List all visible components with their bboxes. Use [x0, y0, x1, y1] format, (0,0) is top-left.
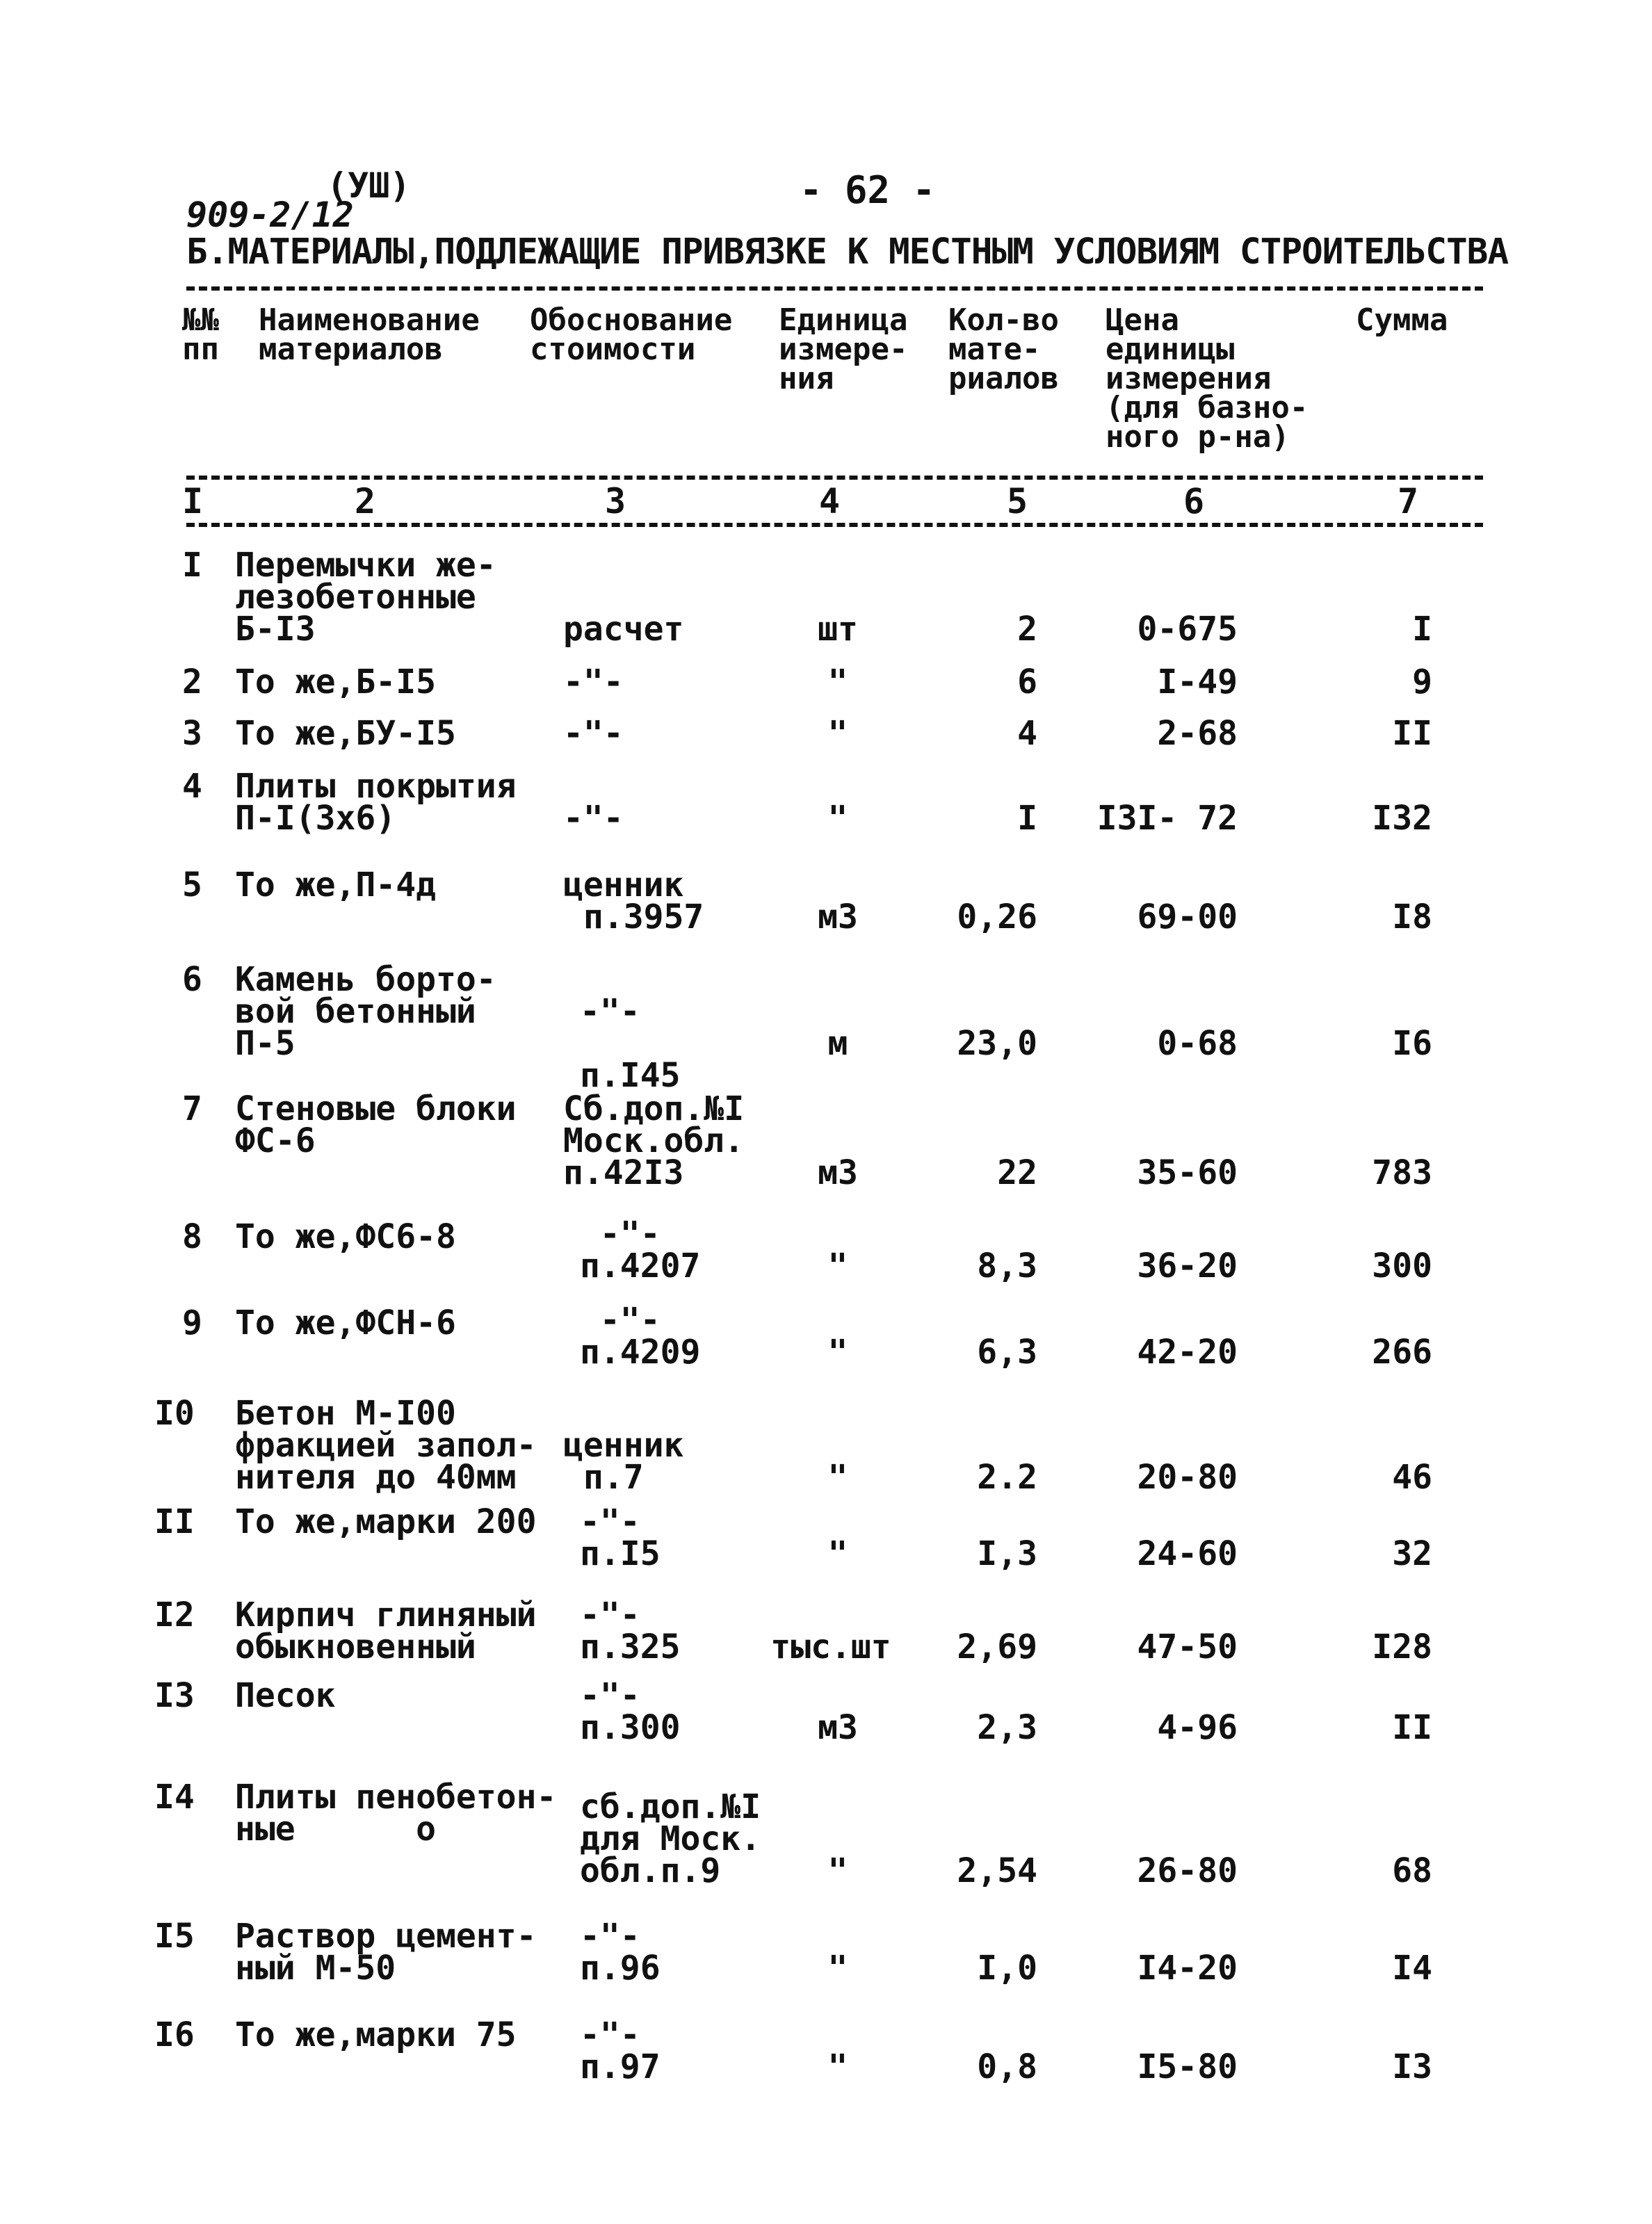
row-number: 9 — [182, 1304, 202, 1342]
material-name: Перемычки же- лезобетонные Б-I3 — [235, 546, 496, 649]
unit-price: 35-60 — [1137, 1153, 1238, 1192]
cost-basis: -"- — [563, 663, 624, 701]
row-number: I6 — [154, 2015, 195, 2054]
page-number: - 62 - — [800, 168, 936, 212]
material-name: Камень борто- вой бетонный П-5 — [235, 960, 496, 1063]
quantity: 0,8 — [977, 2047, 1037, 2086]
quantity: 2,54 — [957, 1851, 1037, 1890]
unit: тыс.шт — [770, 1628, 891, 1666]
material-name: Стеновые блоки ФС-6 — [235, 1089, 517, 1160]
column-number: 3 — [605, 481, 626, 521]
sum: 300 — [1372, 1247, 1432, 1285]
quantity: I — [1017, 799, 1037, 838]
unit: " — [827, 1534, 848, 1573]
row-number: I0 — [154, 1394, 195, 1433]
cost-basis: -"- п.I5 — [580, 1502, 661, 1573]
material-name: То же,марки 200 — [235, 1502, 537, 1541]
unit: " — [827, 799, 848, 838]
cost-basis: -"- п.300 — [580, 1676, 681, 1747]
sum: 46 — [1392, 1458, 1432, 1497]
cost-basis: Сб.доп.№I Моск.обл. п.42I3 — [563, 1089, 745, 1192]
unit-price: I3I- 72 — [1096, 799, 1238, 838]
sum: 266 — [1372, 1333, 1432, 1372]
material-name: То же,Б-I5 — [235, 663, 436, 701]
column-number: I — [182, 481, 204, 521]
column-header-name: Наименование материалов — [259, 302, 480, 367]
column-number: 4 — [819, 481, 841, 521]
sum: I6 — [1392, 1024, 1432, 1063]
cost-basis: -"- п.325 — [580, 1596, 681, 1666]
quantity: I,0 — [977, 1949, 1037, 1988]
row-number: I5 — [154, 1917, 195, 1956]
unit-price: 4-96 — [1157, 1708, 1238, 1747]
row-number: I — [182, 546, 202, 585]
material-name: То же,ФС6-8 — [235, 1217, 456, 1256]
unit-price: I5-80 — [1137, 2047, 1238, 2086]
quantity: 2,69 — [957, 1628, 1037, 1666]
row-number: 3 — [182, 714, 202, 753]
unit: " — [827, 663, 848, 701]
material-name: То же,БУ-I5 — [235, 714, 456, 753]
sum: I3 — [1392, 2047, 1432, 2086]
sum: II — [1392, 714, 1432, 753]
column-number: 2 — [355, 481, 376, 521]
material-name: То же,ФСН-6 — [235, 1304, 456, 1342]
table-top-rule — [186, 286, 1483, 291]
unit: " — [827, 714, 848, 753]
unit: " — [827, 1458, 848, 1497]
column-header-quantity: Кол-во мате- риалов — [948, 302, 1059, 396]
quantity: I,3 — [977, 1534, 1037, 1573]
row-number: 8 — [182, 1217, 202, 1256]
sum: I4 — [1392, 1949, 1432, 1988]
unit: " — [827, 1247, 848, 1285]
material-name: Песок — [235, 1676, 336, 1715]
unit: " — [827, 1333, 848, 1372]
unit: м3 — [818, 898, 858, 936]
unit: " — [827, 1851, 848, 1890]
row-number: II — [154, 1502, 195, 1541]
sum: II — [1392, 1708, 1432, 1747]
unit-price: 26-80 — [1137, 1851, 1238, 1890]
quantity: 4 — [1017, 714, 1037, 753]
column-header-number: №№ пп — [182, 302, 219, 367]
quantity: 0,26 — [957, 898, 1037, 936]
unit: " — [827, 2047, 848, 2086]
unit: " — [827, 1949, 848, 1988]
cost-basis: расчет — [563, 610, 684, 649]
unit: м3 — [818, 1153, 858, 1192]
row-number: I3 — [154, 1676, 195, 1715]
unit-price: I4-20 — [1137, 1949, 1238, 1988]
quantity: 2.2 — [977, 1458, 1037, 1497]
sum: 32 — [1392, 1534, 1432, 1573]
quantity: 22 — [997, 1153, 1037, 1192]
material-name: Плиты покрытия П-I(3х6) — [235, 767, 517, 838]
unit-price: 0-68 — [1157, 1024, 1238, 1063]
quantity: 8,3 — [977, 1247, 1037, 1285]
cost-basis: -"- — [563, 799, 624, 838]
material-name: Раствор цемент- ный М-50 — [235, 1917, 537, 1988]
column-header-price: Цена единицы измерения (для базно- ного р-на) — [1106, 302, 1309, 455]
unit-price: I-49 — [1157, 663, 1238, 701]
cost-basis: -"- п.4207 — [580, 1215, 701, 1285]
cost-basis: -"- п.I45 — [580, 992, 681, 1095]
quantity: 2 — [1017, 610, 1037, 649]
material-name: То же,П-4д — [235, 866, 436, 904]
row-number: 5 — [182, 866, 202, 904]
unit: м3 — [818, 1708, 858, 1747]
unit-price: 36-20 — [1137, 1247, 1238, 1285]
column-number-bottom-rule — [186, 523, 1483, 527]
quantity: 2,3 — [977, 1708, 1037, 1747]
document-code: 909-2/12 — [186, 195, 354, 235]
sum: I — [1412, 610, 1432, 649]
unit-price: 2-68 — [1157, 714, 1238, 753]
sum: 68 — [1392, 1851, 1432, 1890]
unit: шт — [818, 610, 858, 649]
column-header-basis: Обоснование стоимости — [530, 302, 733, 367]
row-number: 2 — [182, 663, 202, 701]
unit-price: 24-60 — [1137, 1534, 1238, 1573]
unit-price: 42-20 — [1137, 1333, 1238, 1372]
column-number: 5 — [1007, 481, 1028, 521]
unit-price: 0-675 — [1137, 610, 1238, 649]
material-name: Бетон М-I00 фракцией запол- нителя до 40мм — [235, 1394, 537, 1497]
cost-basis: -"- п.96 — [580, 1917, 661, 1988]
column-number-top-rule — [186, 476, 1483, 480]
row-number: 4 — [182, 767, 202, 806]
sum: I32 — [1372, 799, 1432, 838]
cost-basis: -"- п.4209 — [580, 1301, 701, 1372]
column-header-unit: Единица измере- ния — [779, 302, 908, 396]
cost-basis: -"- п.97 — [580, 2015, 661, 2086]
sum: 9 — [1412, 663, 1432, 701]
quantity: 6,3 — [977, 1333, 1037, 1372]
unit: м — [827, 1024, 848, 1063]
column-header-sum: Сумма — [1356, 302, 1448, 338]
row-number: 6 — [182, 960, 202, 999]
cost-basis: сб.доп.№I для Моск. обл.п.9 — [580, 1787, 761, 1890]
section-title: Б.МАТЕРИАЛЫ,ПОДЛЕЖАЩИЕ ПРИВЯЗКЕ К МЕСТНЫМ УСЛОВИЯМ СТРОИТЕЛЬСТВА — [186, 232, 1509, 273]
cost-basis: -"- — [563, 714, 624, 753]
document-code-revision: (УШ) — [327, 165, 411, 206]
quantity: 6 — [1017, 663, 1037, 701]
sum: 783 — [1372, 1153, 1432, 1192]
quantity: 23,0 — [957, 1024, 1037, 1063]
material-name: Кирпич глиняный обыкновенный — [235, 1596, 537, 1666]
row-number: I4 — [154, 1778, 195, 1817]
cost-basis: ценник п.7 — [563, 1426, 684, 1497]
row-number: 7 — [182, 1089, 202, 1128]
material-name: То же,марки 75 — [235, 2015, 517, 2054]
sum: I28 — [1372, 1628, 1432, 1666]
column-number: 6 — [1183, 481, 1205, 521]
unit-price: 69-00 — [1137, 898, 1238, 936]
unit-price: 47-50 — [1137, 1628, 1238, 1666]
unit-price: 20-80 — [1137, 1458, 1238, 1497]
material-name: Плиты пенобетон- ные o — [235, 1778, 557, 1849]
column-number: 7 — [1398, 481, 1419, 521]
row-number: I2 — [154, 1596, 195, 1634]
sum: I8 — [1392, 898, 1432, 936]
cost-basis: ценник п.3957 — [563, 866, 704, 936]
